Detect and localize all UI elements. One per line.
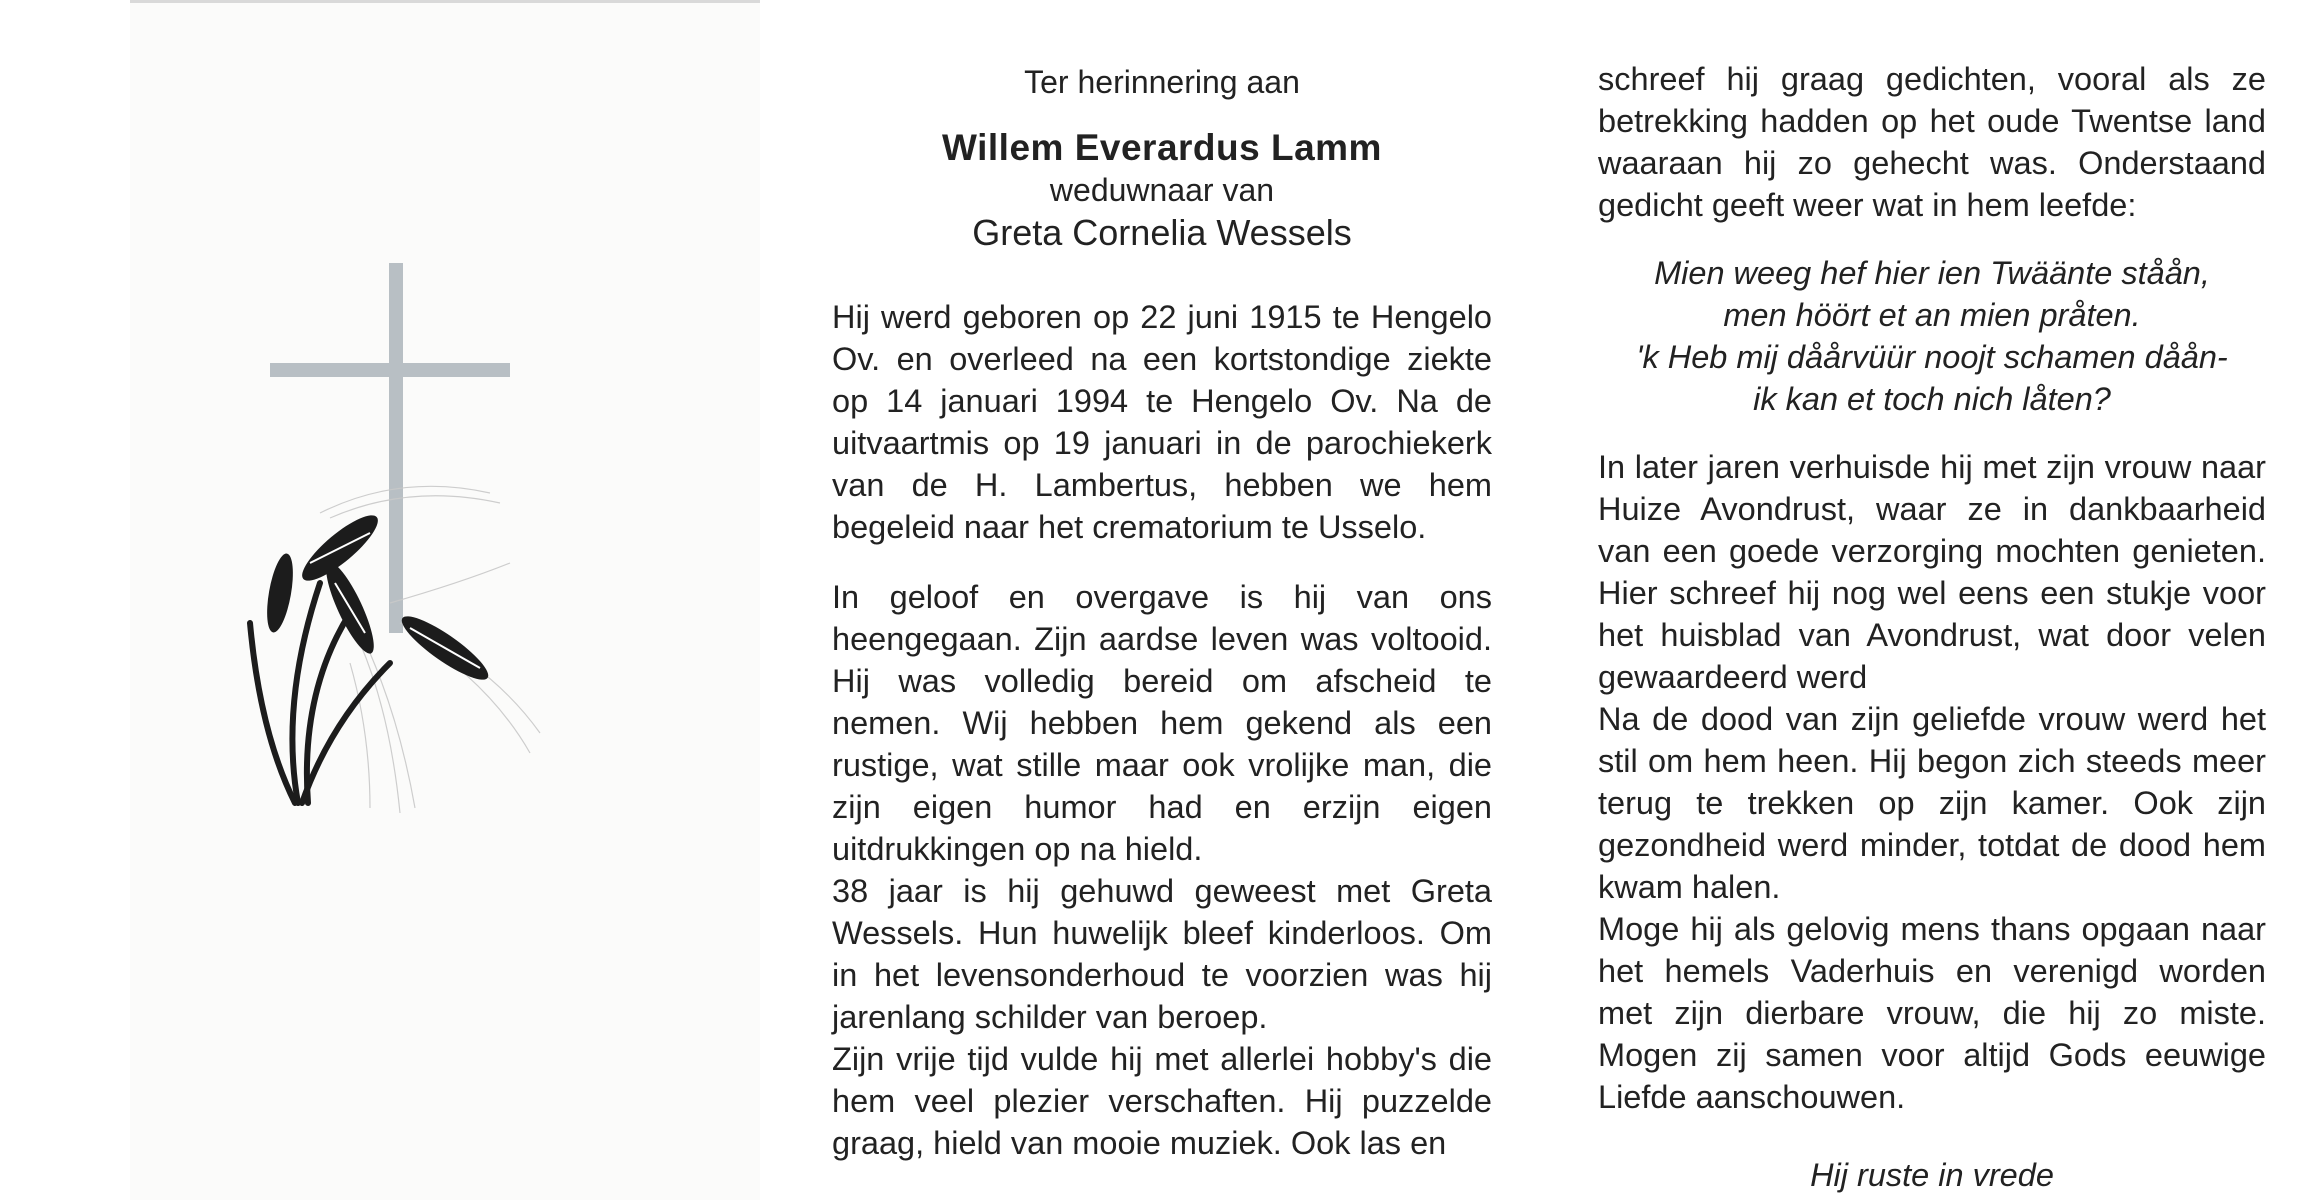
cross-horizontal-beam [270,363,510,377]
paragraph-birth-death: Hij werd geboren op 22 juni 1915 te Hengelo Ov. en overleed na een kortstondige ziekte op 14 januari 1994 te Hengelo Ov. Na de uitvaartmis op 19 januari in de parochiekerk van de H. Lambertus, hebben we hem begeleid naar het crematorium te Usselo. [832,299,1492,545]
poem-line: men höört et an mien pråten. [1723,297,2141,333]
intro-line: Ter herinnering aan [1024,64,1300,100]
paragraph-hobbies: Zijn vrije tijd vulde hij met allerlei hobby's die hem veel plezier verschaften. Hij puzzelde graag, hield van mooie muziek. Ook las en [832,1041,1492,1161]
closing-line: Hij ruste in vrede [1810,1157,2054,1193]
poem-line: 'k Heb mij dåårvüür noojt schamen dåån- [1636,339,2228,375]
paragraph-avondrust: In later jaren verhuisde hij met zijn vrouw naar Huize Avondrust, waar ze in dankbaarheid van een goede verzorging mochten genieten. Hier schreef hij nog wel eens een stukje voor het huisblad van Avondrust, wat door velen gewaardeerd werd [1598,449,2266,695]
cross-with-wheat-illustration [240,263,570,823]
paragraph-death-wife: Na de dood van zijn geliefde vrouw werd het stil om hem heen. Hij begon zich steeds meer terug te trekken op zijn kamer. Ook zijn gezondheid werd minder, totdat de dood hem kwam halen. [1598,701,2266,905]
paragraph-marriage: 38 jaar is hij gehuwd geweest met Greta Wessels. Hun huwelijk bleef kinderloos. Om in het levensonderhoud te voorzien was hij jarenlang schilder van beroep. [832,873,1492,1035]
paragraph-faith: In geloof en overgave is hij van ons heengegaan. Zijn aardse leven was voltooid. Hij was volledig bereid om afscheid te nemen. Wij hebben hem gekend als een rustige, wat stille maar ook vrolijke man, die zijn eigen humor had en erzijn eigen uitdrukkingen op na hield. [832,579,1492,867]
poem-line: ik kan et toch nich låten? [1753,381,2111,417]
deceased-name: Willem Everardus Lamm [942,127,1382,168]
relation-line: weduwnaar van [1049,172,1275,208]
paragraph-poems: schreef hij graag gedichten, vooral als ze betrekking hadden op het oude Twentse land waaraan hij zo gehecht was. Onderstaand gedicht geeft weer wat in hem leefde: [1598,61,2266,223]
front-cover [130,0,760,1200]
poem [1598,252,2266,420]
poem-line: Mien weeg hef hier ien Twäänte ståån, [1654,255,2210,291]
middle-column [832,0,1492,1164]
right-column [1598,0,2266,1196]
paragraph-prayer: Moge hij als gelovig mens thans opgaan naar het hemels Vaderhuis en verenigd worden met zijn dierbare vrouw, die hij zo miste. Mogen zij samen voor altijd Gods eeuwige Liefde aanschouwen. [1598,911,2266,1115]
spouse-name: Greta Cornelia Wessels [972,212,1352,253]
cross-vertical-beam [389,263,403,633]
